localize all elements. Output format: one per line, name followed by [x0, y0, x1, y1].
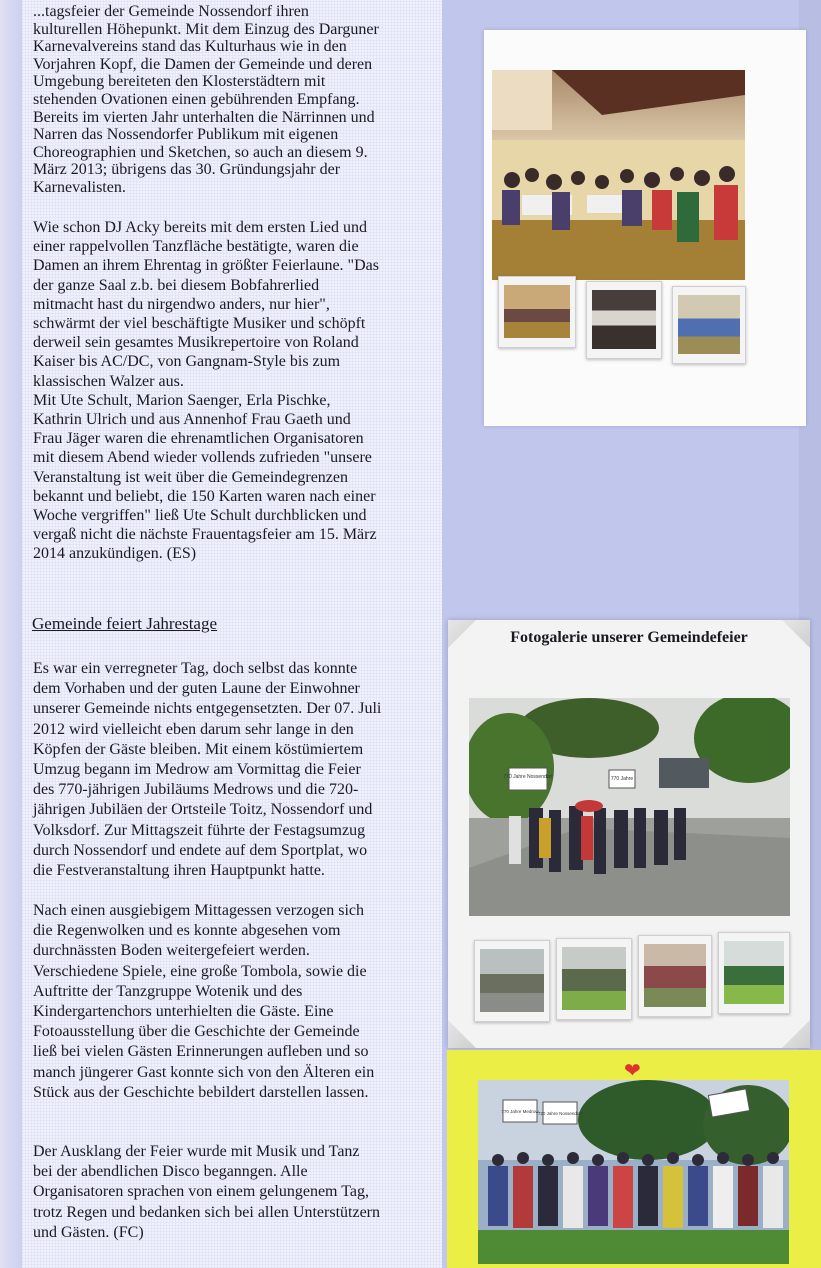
text-line: mitmacht hast du nirgendwo anders, nur hier", [33, 295, 330, 313]
text-line: kulturellen Höhepunkt. Mit dem Einzug des Darguner [33, 20, 379, 38]
text-line: Es war ein verregneter Tag, doch selbst das konnte [33, 660, 358, 677]
text-line: durchnässten Boden weitergefeiert werden. [33, 942, 310, 960]
page-left-margin [0, 0, 22, 1268]
text-line: die Festveranstaltung ihren Hauptpunkt hatte. [33, 862, 325, 879]
text-line: schwärmt der viel beschäftigte Musiker und schöpft [33, 315, 366, 332]
text-line: stehenden Ovationen einen gebührenden Empfang. [33, 91, 360, 108]
text-line: bei der abendlichen Disco beganngen. Alle [33, 1163, 308, 1181]
text-line: Verschiedene Spiele, eine große Tombola, sowie die [33, 962, 367, 980]
group-sign-middle: 720 Jahre Nossendorf [537, 1111, 583, 1116]
group-sign-left: 770 Jahre Medrow [501, 1109, 539, 1114]
text-line: unserer Gemeinde nichts entgegensetzten. Der 07. Juli [33, 700, 382, 718]
carnival-thumbnail-3 [672, 286, 746, 364]
text-line: durch Nossendorf und endete auf dem Sportplat, wo [33, 841, 368, 859]
text-line: 2014 anzukündigen. (ES) [33, 545, 197, 563]
text-line: Narren das Nossendorfer Publikum mit eigenen [33, 126, 339, 144]
text-line: dem Vorhaben und der guten Laune der Einwohner [33, 680, 360, 698]
text-line: Nach einen ausgiebigem Mittagessen verzogen sich [33, 902, 364, 919]
carnival-main-photo [492, 70, 745, 280]
text-line: Karnevalisten. [33, 179, 126, 196]
text-line: Kindergartenchors unterhielten die Gäste. Eine [33, 1003, 334, 1020]
gallery-thumbnail-1 [474, 940, 550, 1022]
text-line: Wie schon DJ Acky bereits mit dem ersten Lied und [33, 219, 367, 236]
gallery-thumbnail-2 [556, 938, 632, 1020]
text-line: Köpfen der Gäste bleiben. Mit einem köstümiertem [33, 740, 364, 758]
parade-main-photo [469, 698, 790, 916]
text-line: mit diesem Abend wieder vollends zufrieden "unsere [33, 449, 372, 467]
gallery-title: Fotogalerie unserer Gemeindefeier [510, 629, 748, 646]
text-line: Karnevalvereins stand das Kulturhaus wie in den [33, 38, 347, 56]
text-line: Mit Ute Schult, Marion Saenger, Erla Pischke, [33, 391, 331, 409]
text-line: Organisatoren sprachen von einem gelungenem Tag, [33, 1183, 369, 1201]
text-line: der ganze Saal z.b. bei diesem Bobfahrerlied [33, 276, 320, 294]
text-line: vergaß nicht die nächste Frauentagsfeier am 15. März [33, 526, 377, 544]
text-line: einer rappelvollen Tanzfläche bestätigte, waren die [33, 238, 359, 256]
text-line: 2012 wird vielleicht eben darum sehr lange in den [33, 720, 354, 738]
text-line: ...tagsfeier der Gemeinde Nossendorf ihren [33, 3, 309, 20]
text-line: Choreographien und Sketchen, so auch an diesem 9. [33, 143, 368, 161]
text-line: die Regenwolken und es konnte abgesehen vom [33, 922, 341, 940]
text-line: Bereits im vierten Jahr unterhalten die Närrinnen und [33, 108, 375, 126]
heart-icon: ❤ [624, 1060, 641, 1082]
gallery-panel [448, 620, 810, 1048]
text-line: Volksdorf. Zur Mittagszeit führte der Festagsumzug [33, 821, 366, 839]
parade-sign-left: 770 Jahre Nossendorf [503, 774, 553, 780]
text-line: Fotoausstellung über die Geschichte der Gemeinde [33, 1023, 360, 1041]
text-line: Umzug begann im Medrow am Vormittag die Feier [33, 761, 361, 778]
text-line: klassischen Walzer aus. [33, 372, 184, 390]
text-line: trotz Regen und bedanken sich bei allen Unterstützern [33, 1203, 380, 1221]
text-line: Kathrin Ulrich und aus Annenhof Frau Gaeth und [33, 411, 351, 428]
gallery-thumbnail-3 [638, 935, 712, 1017]
text-line: jährigen Jubiläen der Ortsteile Toitz, Nossendorf und [33, 801, 373, 819]
text-line: des 770-jährigen Jubiläums Medrows und die 720- [33, 781, 359, 799]
text-line: Frau Jäger waren die ehrenamtlichen Organisatoren [33, 430, 364, 448]
text-line: Der Ausklang der Feier wurde mit Musik und Tanz [33, 1143, 360, 1160]
text-line: und Gästen. (FC) [33, 1223, 144, 1241]
text-line: Woche vergriffen" ließ Ute Schult durchblicken und [33, 507, 367, 524]
text-line: derweil sein gesamtes Musikrepertoire von Roland [33, 334, 359, 352]
text-line: März 2013; übrigens das 30. Gründungsjahr der [33, 161, 341, 179]
group-photo [478, 1080, 789, 1264]
parade-sign-right: 770 Jahre [610, 776, 634, 782]
text-line: Veranstaltung ist weit über die Gemeindegrenzen [33, 468, 348, 486]
carnival-thumbnail-2 [586, 281, 662, 359]
text-line: bekannt und beliebt, die 150 Karten waren nach einer [33, 487, 376, 505]
carnival-photo-panel [484, 30, 806, 426]
text-line: ließ bei vielen Gästen Erinnerungen aufleben und so [33, 1043, 369, 1061]
article2-heading: Gemeinde feiert Jahrestage [32, 614, 218, 633]
gallery-thumbnail-4 [718, 932, 790, 1014]
text-line: Kaiser bis AC/DC, von Gangnam-Style bis zum [33, 353, 341, 371]
text-line: Stück aus der Geschichte bebildert darstellen lassen. [33, 1083, 369, 1101]
carnival-thumbnail-1 [498, 276, 576, 348]
text-line: Umgebung bereiteten den Klosterstädtern mit [33, 73, 326, 91]
text-line: Auftritte der Tanzgruppe Wotenik und des [33, 982, 303, 1000]
text-line: Vorjahren Kopf, die Damen der Gemeinde und deren [33, 55, 373, 73]
text-line: Damen an ihrem Ehrentag in größter Feierlaune. "Das [33, 257, 379, 275]
text-line: manch jüngerer Gast konnte sich von den Älteren ein [33, 1063, 375, 1081]
